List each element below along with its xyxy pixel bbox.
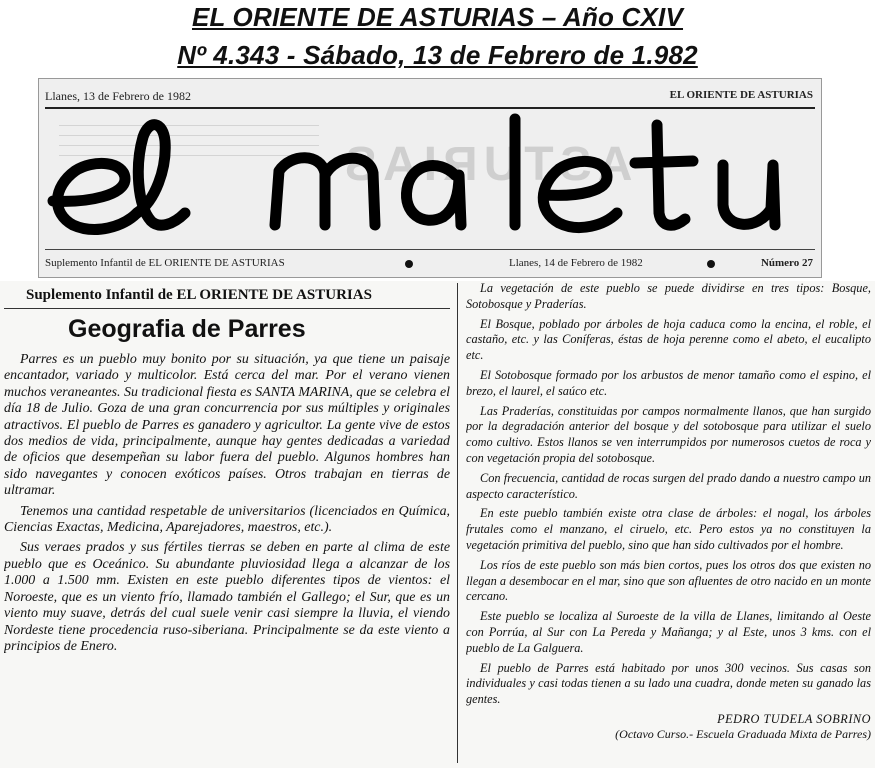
article-paragraph: Con frecuencia, cantidad de rocas surgen del prado dando a nuestro campo un aspecto característico. bbox=[466, 470, 871, 501]
article-paragraph: Las Praderías, constituidas por campos normalmente llanos, que han surgido por la degradación anterior del bosque y del sotobosque para utilizar el suelo como cultivo. Estos llanos se ven interrumpidos por numerosos cuetos de roca y con vegetación propia del sotobosque. bbox=[466, 403, 871, 465]
el-maletu-logo bbox=[39, 109, 822, 249]
article-clipping bbox=[0, 281, 875, 768]
author-school-note: (Octavo Curso.- Escuela Graduada Mixta de Parres) bbox=[615, 726, 871, 741]
article-paragraph: La vegetación de este pueblo se puede dividirse en tres tipos: Bosque, Sotobosque y Praderías. bbox=[466, 281, 871, 311]
article-supplement-head: Suplemento Infantil de EL ORIENTE DE ASTURIAS bbox=[4, 281, 450, 309]
article-right-column bbox=[466, 281, 871, 768]
newspaper-title-line: EL ORIENTE DE ASTURIAS – Año CXIV bbox=[191, 2, 684, 32]
bullet-dot bbox=[707, 260, 715, 268]
masthead-paper-name: EL ORIENTE DE ASTURIAS bbox=[669, 89, 813, 101]
supplement-label: Suplemento Infantil de EL ORIENTE DE ASTURIAS bbox=[45, 257, 285, 269]
bullet-dot bbox=[405, 260, 413, 268]
article-paragraph: El Bosque, poblado por árboles de hoja caduca como la encina, el roble, el castaño, etc. y las Coníferas, éstas de hoja perenne como el abeto, el eucalipto etc. bbox=[466, 316, 871, 363]
article-paragraph: El Sotobosque formado por los arbustos de menor tamaño como el espino, el brezo, el laurel, el saúco etc. bbox=[466, 367, 871, 398]
article-left-column bbox=[4, 281, 450, 768]
masthead-bottom-rule bbox=[45, 249, 815, 250]
bleed-through-text: ASTURIAS bbox=[339, 138, 633, 191]
author-signature: PEDRO TUDELA SOBRINO bbox=[717, 711, 871, 726]
article-paragraph: Sus veraes prados y sus fértiles tierras se deben en parte al clima de este pueblo que es Oceánico. Su abundante pluviosidad llega a alcanzar de los 1.000 a 1.500 mm. Existen en este pueblo diferentes tipos de vientos: el Noroeste, que es un viento frío, llamado también el Gallego; el Sur, que es un viento muy suave, detrás del cual suele venir casi siempre la lluvia, el viendo Nordeste tiene procedencia ruso-siberiana. Principalmente se da este viento a principios de Enero. bbox=[4, 540, 450, 654]
column-divider bbox=[457, 283, 458, 763]
supplement-date: Llanes, 14 de Febrero de 1982 bbox=[509, 257, 643, 269]
article-paragraph: Este pueblo se localiza al Suroeste de la villa de Llanes, limitando al Oeste con Porrúa, al Sur con La Pereda y Mañanga; y al Este, unos 3 kms. con el pueblo de La Galguera. bbox=[466, 609, 871, 655]
article-paragraph: Parres es un pueblo muy bonito por su situación, ya que tiene un paisaje encantador, variado y multicolor. Está cerca del mar. Por el verano vienen muchos veraneantes. Su tradicional fiesta es SANTA MARINA, que se celebra el día 18 de Julio. Goza de una gran concurrencia por sus múltiples y originales atractivos. El pueblo de Parres es ganadero y agricultor. La gente vive de estos dos medios de vida, principalmente, aunque hay gentes dedicadas a variedad de oficios que desempeñan su labor fuera del pueblo. Algunos hombres han sido navegantes y conocen exóticos países. Otros trabajan en tierras de ultramar. bbox=[4, 352, 450, 499]
article-paragraph: En este pueblo también existe otra clase de árboles: el nogal, los árboles frutales como el manzano, el ciruelo, etc. Pero estos ya no constituyen la vegetación primitiva del pueblo, sino que han sido cultivados por el hombre. bbox=[466, 506, 871, 552]
masthead-date: Llanes, 13 de Febrero de 1982 bbox=[45, 89, 191, 103]
article-paragraph: El pueblo de Parres está habitado por unos 300 vecinos. Sus casas son individuales y casi todas tienen a su lado una cuadra, donde meten su ganado las gentes. bbox=[466, 660, 871, 707]
article-paragraph: Los ríos de este pueblo son más bien cortos, pues los otros dos que existen no llegan a desembocar en el mar, sino que son afluentes de otro nacido en un monte cercano. bbox=[466, 557, 871, 604]
issue-date-line: Nº 4.343 - Sábado, 13 de Febrero de 1.982 bbox=[177, 40, 698, 70]
article-title: Geografia de Parres bbox=[68, 315, 306, 343]
issue-number: Número 27 bbox=[760, 257, 813, 269]
article-paragraph: Tenemos una cantidad respetable de universitarios (licenciados en Química, Ciencias Exactas, Medicina, Aparejadores, maestros, etc.). bbox=[4, 503, 450, 536]
masthead bbox=[38, 78, 822, 278]
